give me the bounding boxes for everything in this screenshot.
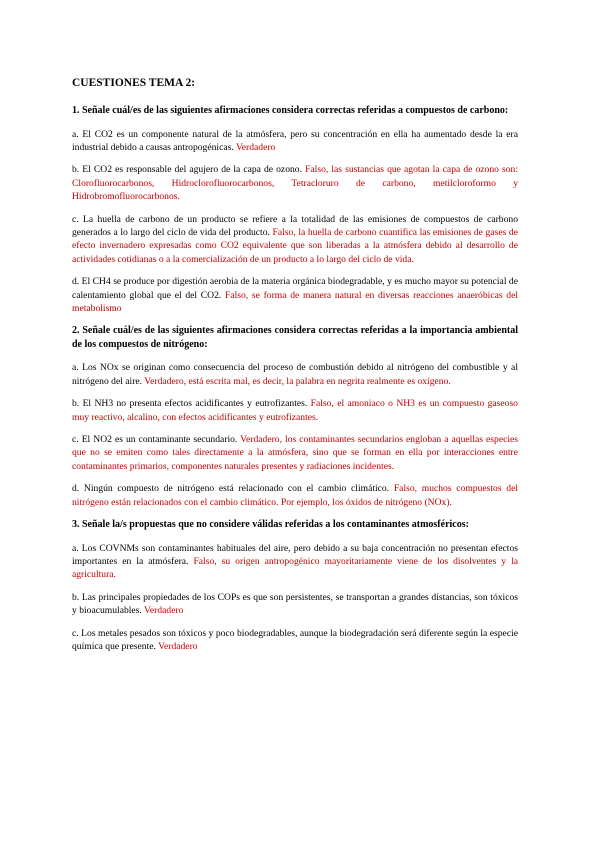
question-3-option-a xyxy=(72,542,518,582)
option-text: a. Los NOx se originan como consecuencia del proceso de combustión debido al nitrógeno del combustible y al nitrógeno del aire. xyxy=(72,362,518,387)
question-1-option-c xyxy=(72,213,518,267)
question-2-option-b xyxy=(72,397,518,424)
question-3 xyxy=(72,518,518,653)
option-text: b. El NH3 no presenta efectos acidificantes y eutrofizantes. xyxy=(72,398,311,410)
question-2-option-d xyxy=(72,482,518,509)
question-1-option-a xyxy=(72,128,518,155)
option-answer: Falso, el amoniaco o NH3 es un compuesto gaseoso muy reactivo, alcalino, con efectos acidificantes y eutrofizantes. xyxy=(72,398,518,423)
question-3-option-c xyxy=(72,627,518,654)
option-text: b. El CO2 es responsable del agujero de la capa de ozono. xyxy=(72,164,306,176)
question-1 xyxy=(72,104,518,315)
question-2-heading: 2. Señale cuál/es de las siguientes afirmaciones considera correctas referidas a la importancia ambiental de los compuestos de nitrógeno: xyxy=(72,325,518,350)
option-answer: Falso, muchos compuestos del nitrógeno están relacionados con el cambio climático. Por ejemplo, los óxidos de nitrógeno (NOx). xyxy=(72,483,518,508)
document-page xyxy=(72,76,518,662)
option-answer: Falso, su origen antropogénico mayoritariamente viene de los disolventes y la agricultura. xyxy=(72,555,518,581)
option-answer: Verdadero, está escrita mal, es decir, la palabra en negrita realmente es oxígeno. xyxy=(144,375,451,387)
option-text: a. El CO2 es un componente natural de la atmósfera, pero su concentración en ella ha aumentado desde la era industrial debido a causas antropogénicas. xyxy=(72,128,518,153)
question-1-heading: 1. Señale cuál/es de las siguientes afirmaciones considera correctas referidas a compuestos de carbono: xyxy=(72,105,509,116)
question-1-option-d xyxy=(72,275,518,315)
option-answer: Falso, se forma de manera natural en diversas reacciones anaeróbicas del metabolismo xyxy=(72,289,518,314)
option-text: d. El CH4 se produce por digestión aerobia de la materia orgánica biodegradable, y es mucho mayor su potencial de calentamiento global que el del CO2. xyxy=(72,276,518,301)
document-title: CUESTIONES TEMA 2: xyxy=(72,77,196,89)
option-text: c. Los metales pesados son tóxicos y poco biodegradables, aunque la biodegradación será diferente según la especie química que presente. xyxy=(72,627,518,652)
question-1-option-b xyxy=(72,163,518,203)
option-answer: Verdadero xyxy=(144,605,184,617)
question-3-heading: 3. Señale la/s propuestas que no considere válidas referidas a los contaminantes atmosféricos: xyxy=(72,519,469,531)
question-3-option-b xyxy=(72,591,518,618)
question-2-option-a xyxy=(72,361,518,388)
option-answer: Falso, la huella de carbono cuantifica las emisiones de gases de efecto invernadero expresadas como CO2 equivalente que son liberadas a la atmósfera debido al desarrollo de actividades cotidianas o a la comercialización de un producto a lo largo del ciclo de vida. xyxy=(72,226,518,265)
option-text: b. Las principales propiedades de los COPs es que son persistentes, se transportan a grandes distancias, son tóxicos y bioacumulables. xyxy=(72,591,518,617)
option-text: a. Los COVNMs son contaminantes habituales del aire, pero debido a su baja concentración no presentan efectos importantes en la atmósfera. xyxy=(72,542,518,567)
question-2 xyxy=(72,324,518,509)
option-text: c. El NO2 es un contaminante secundario. xyxy=(72,434,241,445)
option-answer: Falso, las sustancias que agotan la capa de ozono son: Clorofluorocarbonos, Hidroclorofluorocarbonos, Tetracloruro de carbono, metilcloroformo y Hidrobromofluorocarbonos. xyxy=(72,164,518,203)
option-answer: Verdadero xyxy=(158,640,198,652)
question-2-option-c xyxy=(72,433,518,473)
option-answer: Verdadero xyxy=(235,141,276,153)
option-text: c. La huella de carbono de un producto se refiere a la totalidad de las emisiones de compuestos de carbono generados a lo largo del ciclo de vida del producto. xyxy=(72,213,518,238)
option-text: d. Ningún compuesto de nitrógeno está relacionado con el cambio climático. xyxy=(72,483,394,495)
option-answer: Verdadero, los contaminantes secundarios engloban a aquellas especies que no se emiten como tales directamente a la atmósfera, sino que se forman en ella por interacciones entre contaminantes primarios, componentes naturales presentes y radiaciones incidentes. xyxy=(72,434,518,472)
